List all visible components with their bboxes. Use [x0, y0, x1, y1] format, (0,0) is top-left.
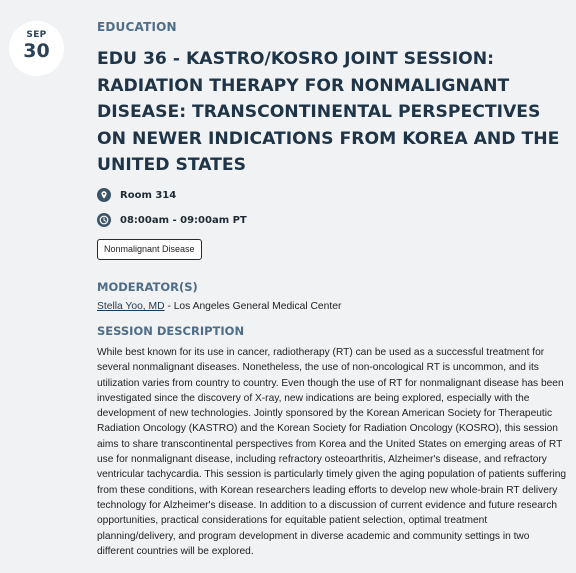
date-day: 30: [23, 40, 50, 62]
session-location: [97, 187, 176, 203]
map-pin-icon: [97, 188, 111, 202]
topic-tag[interactable]: Nonmalignant Disease: [97, 239, 202, 260]
clock-icon: [97, 213, 111, 227]
moderators-heading: MODERATOR(S): [97, 280, 198, 294]
description-heading: SESSION DESCRIPTION: [97, 324, 245, 338]
session-time: [97, 212, 247, 228]
time-text: 08:00am - 09:00am PT: [120, 214, 247, 226]
session-title: EDU 36 - KASTRO/KOSRO JOINT SESSION: RADIATION THERAPY FOR NONMALIGNANT DISEASE: TRANSCONTINENTAL PERSPECTIVES ON NEWER INDICATIONS FROM KOREA AND THE UNITED STATES: [97, 49, 560, 175]
moderator-name-link[interactable]: Stella Yoo, MD: [97, 301, 165, 312]
location-text: Room 314: [120, 189, 177, 201]
session-category: EDUCATION: [97, 20, 177, 34]
moderator-item: [97, 300, 341, 314]
date-badge: [9, 21, 64, 76]
date-month: SEP: [26, 30, 47, 40]
moderator-affiliation: - Los Angeles General Medical Center: [164, 301, 342, 312]
session-description: While best known for its use in cancer, radiotherapy (RT) can be used as a successful treatment for several nonmalignant diseases. Nonetheless, the use of non-oncological RT is uncommon, and its utilization varies from country to country. Even though the use of RT for nonmalignant disease has been investigated since the discovery of X-ray, new indications are being explored, especially with the development of new technologies. Jointly sponsored by the Korean American Society for Therapeutic Radiation Oncology (KASTRO) and the Korean Society for Radiation Oncology (KOSRO), this session aims to share transcontinental perspectives from Korea and the United States on emerging areas of RT use for nonmalignant disease, including refractory osteoarthritis, Alzheimer's disease, and refractory ventricular tachycardia. This session is particularly timely given the aging population of patients suffering from these conditions, with Korean researchers leading efforts to develop new whole-brain RT delivery technology for Alzheimer's disease. In addition to a discussion of current evidence and future research opportunities, practical considerations for equitable patient selection, optimal treatment planning/delivery, and program development in diverse academic and community settings in two different countries will be explored.: [97, 347, 567, 557]
